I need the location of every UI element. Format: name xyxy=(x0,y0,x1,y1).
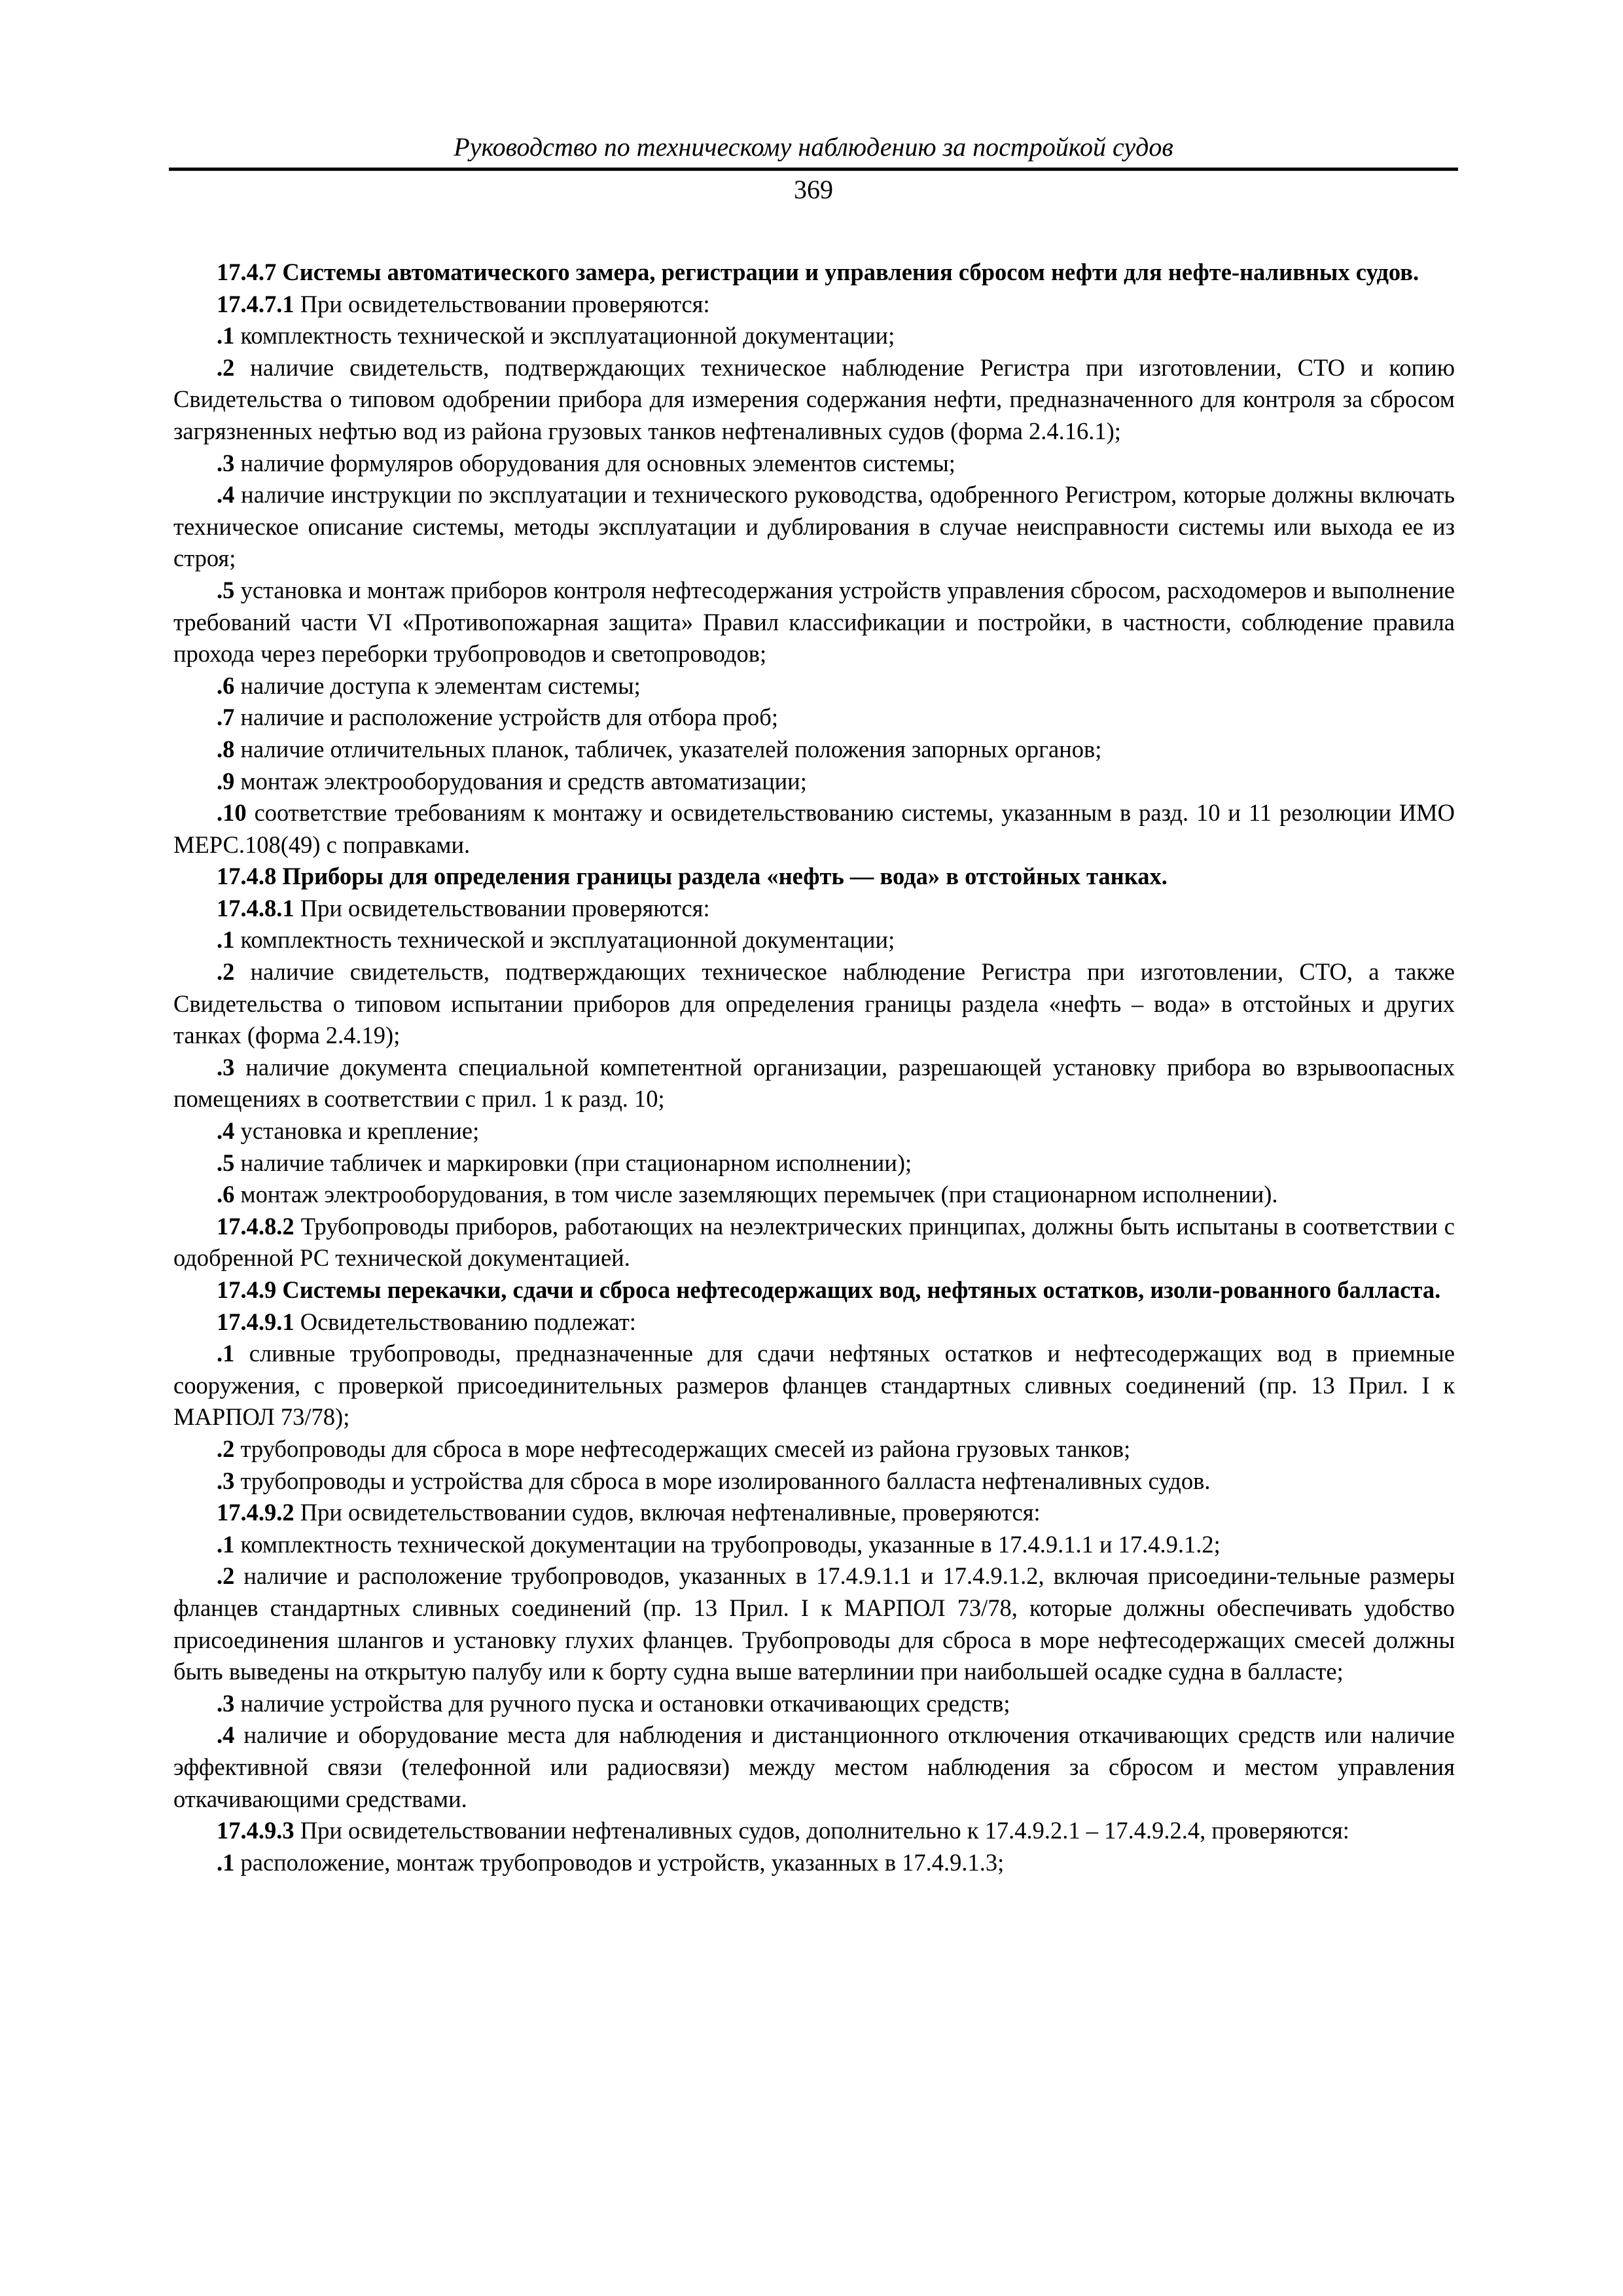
paragraph xyxy=(173,797,1455,861)
clause-text: монтаж электрооборудования и средств автоматизации; xyxy=(240,767,807,795)
clause-text: наличие формуляров оборудования для основных элементов системы; xyxy=(240,449,955,476)
clause-number: .6 xyxy=(217,672,235,699)
paragraph xyxy=(173,1560,1455,1687)
clause-number: .6 xyxy=(217,1181,235,1208)
clause-text: комплектность технической и эксплуатационной документации; xyxy=(240,926,895,954)
clause-number: .8 xyxy=(217,735,235,762)
clause-number: 17.4.7.1 xyxy=(217,290,294,317)
paragraph xyxy=(173,893,1455,925)
clause-text: наличие и расположение устройств для отбора проб; xyxy=(240,704,778,731)
paragraph xyxy=(173,1274,1455,1306)
clause-number: .1 xyxy=(217,1530,235,1558)
clause-text: установка и монтаж приборов контроля нефтесодержания устройств управления сбросом, расходомеров и выполнение требований части VI «Противопожарная защита» Правил классификации и постройки, в частности, соблюдение правила прохода через переборки трубопроводов и светопроводов; xyxy=(173,576,1455,668)
paragraph xyxy=(173,702,1455,734)
clause-number: 17.4.9.2 xyxy=(217,1499,294,1526)
clause-number: .2 xyxy=(217,353,235,381)
clause-number: .3 xyxy=(217,1467,235,1494)
clause-text: наличие доступа к элементам системы; xyxy=(240,672,641,699)
paragraph xyxy=(173,448,1455,480)
clause-number: .1 xyxy=(217,926,235,954)
clause-number: 17.4.8 xyxy=(217,863,277,890)
clause-number: 17.4.8.1 xyxy=(217,894,294,922)
clause-text: Трубопроводы приборов, работающих на неэлектрических принципах, должны быть испытаны в соответствии с одобренной РС технической документацией. xyxy=(173,1212,1455,1272)
clause-text: При освидетельствовании нефтеналивных судов, дополнительно к 17.4.9.2.1 – 17.4.9.2.4, проверяются: xyxy=(300,1817,1349,1844)
clause-text: комплектность технической и эксплуатационной документации; xyxy=(240,322,895,350)
paragraph xyxy=(173,1529,1455,1561)
paragraph xyxy=(173,861,1455,893)
clause-number: .3 xyxy=(217,1053,235,1081)
clause-text: Системы автоматического замера, регистрации и управления сбросом нефти для нефте-наливных судов. xyxy=(282,259,1419,285)
clause-text: монтаж электрооборудования, в том числе заземляющих перемычек (при стационарном исполнении). xyxy=(240,1181,1278,1208)
paragraph xyxy=(173,734,1455,766)
paragraph xyxy=(173,924,1455,956)
clause-text: Приборы для определения границы раздела «нефть — вода» в отстойных танках. xyxy=(282,863,1168,890)
clause-number: .1 xyxy=(217,1848,235,1876)
clause-number: .10 xyxy=(217,799,247,827)
paragraph xyxy=(173,1211,1455,1274)
paragraph xyxy=(173,1847,1455,1879)
paragraph xyxy=(173,257,1455,289)
clause-text: Освидетельствованию подлежат: xyxy=(300,1308,636,1335)
clause-number: .2 xyxy=(217,1435,235,1462)
running-title: Руководство по техническому наблюдению за постройкой судов xyxy=(454,132,1173,162)
clause-number: 17.4.9 xyxy=(217,1276,277,1303)
clause-number: 17.4.9.1 xyxy=(217,1308,294,1335)
clause-number: .4 xyxy=(217,1117,235,1145)
clause-number: .4 xyxy=(217,481,235,509)
clause-number: .2 xyxy=(217,958,235,986)
clause-number: .7 xyxy=(217,704,235,731)
clause-number: .5 xyxy=(217,1149,235,1176)
clause-text: соответствие требованиям к монтажу и освидетельствованию системы, указанным в разд. 10 и 11 резолюции ИМО МЕРС.108(49) с поправками. xyxy=(173,799,1455,858)
clause-text: наличие и оборудование места для наблюдения и дистанционного отключения откачивающих средств или наличие эффективной связи (телефонной или радиосвязи) между местом наблюдения за сбросом и местом управления откачивающими средствами. xyxy=(173,1721,1455,1812)
clause-text: сливные трубопроводы, предназначенные для сдачи нефтяных остатков и нефтесодержащих вод в приемные сооружения, с проверкой присоединительных размеров фланцев стандартных сливных соединений (пр. 13 Прил. I к МАРПОЛ 73/78); xyxy=(173,1340,1455,1431)
document-body xyxy=(173,257,1455,1878)
clause-text: трубопроводы для сброса в море нефтесодержащих смесей из района грузовых танков; xyxy=(240,1435,1131,1462)
clause-number: 17.4.7 xyxy=(217,259,277,285)
paragraph xyxy=(173,1465,1455,1498)
clause-text: При освидетельствовании проверяются: xyxy=(300,894,710,922)
clause-number: .9 xyxy=(217,767,235,795)
clause-text: наличие инструкции по эксплуатации и технического руководства, одобренного Регистром, которые должны включать техническое описание системы, методы эксплуатации и дублирования в случае неисправности системы или выхода ее из строя; xyxy=(173,481,1455,572)
page-number: 369 xyxy=(794,175,833,204)
paragraph xyxy=(173,956,1455,1052)
paragraph xyxy=(173,320,1455,352)
paragraph xyxy=(173,289,1455,321)
paragraph xyxy=(173,1815,1455,1847)
paragraph xyxy=(173,1179,1455,1211)
clause-text: расположение, монтаж трубопроводов и устройств, указанных в 17.4.9.1.3; xyxy=(240,1848,1005,1876)
clause-text: наличие и расположение трубопроводов, указанных в 17.4.9.1.1 и 17.4.9.1.2, включая присоедини-тельные размеры фланцев стандартных сливных соединений (пр. 13 Прил. I к МАРПОЛ 73/78, которые должны обеспечивать удобство присоединения шлангов и установку глухих фланцев. Трубопроводы для сброса в море нефтесодержащих смесей должны быть выведены на открытую палубу или к борту судна выше ватерлинии при наибольшей осадке судна в балласте; xyxy=(173,1562,1455,1685)
clause-number: 17.4.8.2 xyxy=(217,1212,294,1240)
clause-text: трубопроводы и устройства для сброса в море изолированного балласта нефтеналивных судов. xyxy=(240,1467,1211,1494)
paragraph xyxy=(173,1147,1455,1179)
paragraph xyxy=(173,1052,1455,1115)
header-rule xyxy=(169,168,1458,171)
clause-text: При освидетельствовании проверяются: xyxy=(300,290,710,317)
paragraph xyxy=(173,766,1455,798)
paragraph xyxy=(173,1115,1455,1147)
paragraph xyxy=(173,575,1455,670)
paragraph xyxy=(173,1433,1455,1465)
paragraph xyxy=(173,1688,1455,1720)
clause-text: наличие устройства для ручного пуска и остановки откачивающих средств; xyxy=(240,1689,1010,1717)
clause-number: .5 xyxy=(217,576,235,603)
page-header xyxy=(169,131,1458,206)
clause-text: При освидетельствовании судов, включая нефтеналивные, проверяются: xyxy=(300,1499,1041,1526)
clause-text: наличие свидетельств, подтверждающих техническое наблюдение Регистра при изготовлении, СТО, а также Свидетельства о типовом испытании приборов для определения границы раздела «нефть – вода» в отстойных и других танках (форма 2.4.19); xyxy=(173,958,1455,1049)
clause-number: .3 xyxy=(217,449,235,476)
clause-text: комплектность технической документации на трубопроводы, указанные в 17.4.9.1.1 и 17.4.9.1.2; xyxy=(240,1530,1221,1558)
clause-number: 17.4.9.3 xyxy=(217,1817,294,1844)
clause-number: .4 xyxy=(217,1721,235,1749)
paragraph xyxy=(173,670,1455,702)
clause-number: .2 xyxy=(217,1562,235,1590)
paragraph xyxy=(173,352,1455,448)
clause-text: наличие свидетельств, подтверждающих техническое наблюдение Регистра при изготовлении, СТО и копию Свидетельства о типовом одобрении прибора для измерения содержания нефти, предназначенного для контроля за сбросом загрязненных нефтью вод из района грузовых танков нефтеналивных судов (форма 2.4.16.1); xyxy=(173,353,1455,444)
clause-number: .1 xyxy=(217,322,235,350)
clause-text: наличие документа специальной компетентной организации, разрешающей установку прибора во взрывоопасных помещениях в соответствии с прил. 1 к разд. 10; xyxy=(173,1053,1455,1113)
paragraph xyxy=(173,1497,1455,1529)
clause-text: установка и крепление; xyxy=(240,1117,480,1145)
clause-text: Системы перекачки, сдачи и сброса нефтесодержащих вод, нефтяных остатков, изоли-рованного балласта. xyxy=(282,1276,1441,1303)
paragraph xyxy=(173,1306,1455,1338)
clause-text: наличие табличек и маркировки (при стационарном исполнении); xyxy=(240,1149,912,1176)
clause-number: .3 xyxy=(217,1689,235,1717)
paragraph xyxy=(173,479,1455,575)
paragraph xyxy=(173,1719,1455,1815)
clause-text: наличие отличительных планок, табличек, указателей положения запорных органов; xyxy=(240,735,1102,762)
clause-number: .1 xyxy=(217,1340,235,1367)
paragraph xyxy=(173,1338,1455,1433)
